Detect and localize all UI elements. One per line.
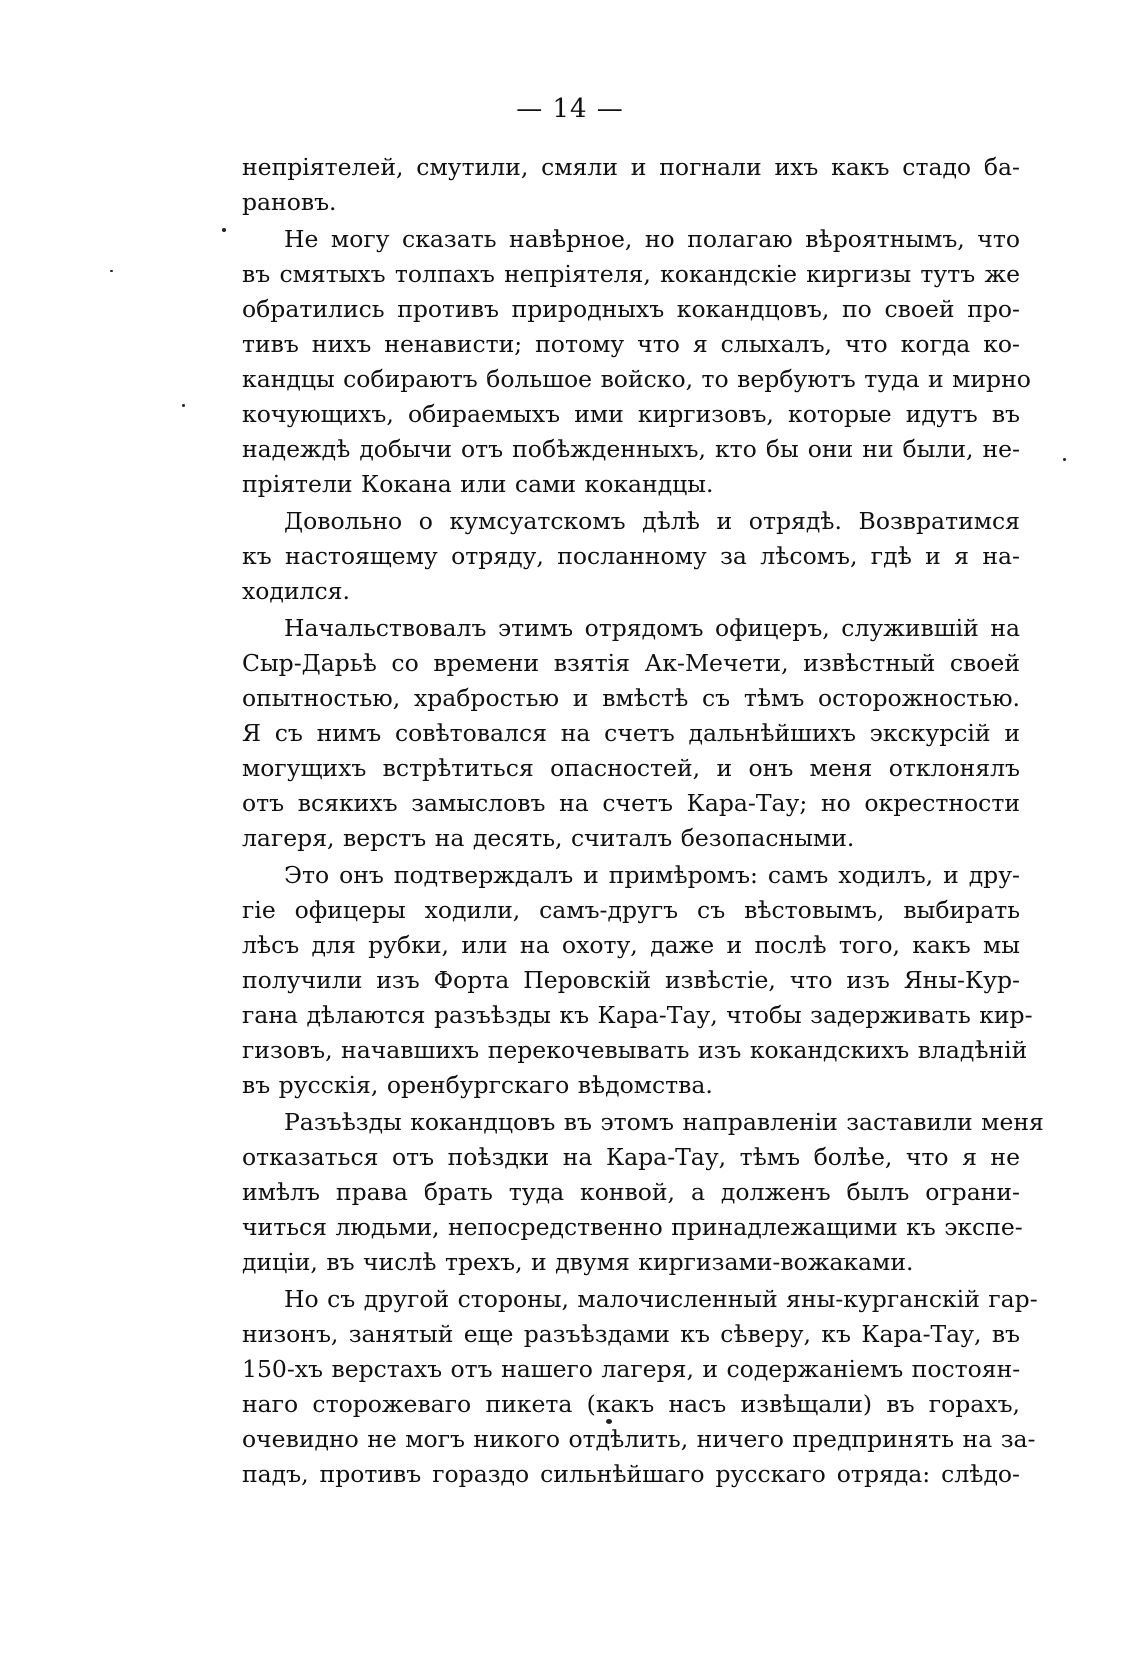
scan-speck: [222, 228, 226, 232]
paragraph: [242, 504, 1020, 609]
text-line: Сыр-Дарьѣ со времени взятія Ак-Мечети, извѣстный своей: [242, 649, 1020, 677]
paragraph: [242, 611, 1020, 856]
text-line: Довольно о кумсуатскомъ дѣлѣ и отрядѣ. Возвратимся: [284, 507, 1020, 535]
text-line: наго сторожеваго пикета (какъ насъ извѣщали) въ горахъ,: [242, 1390, 1020, 1418]
body-text: [242, 150, 1044, 1492]
text-line: пріятели Кокана или сами кокандцы.: [242, 470, 714, 498]
text-line: отказаться отъ поѣздки на Кара-Тау, тѣмъ болѣе, что я не: [242, 1143, 1020, 1171]
text-line: рановъ.: [242, 188, 337, 216]
text-line: Не могу сказать навѣрное, но полагаю вѣроятнымъ, что: [284, 225, 1020, 253]
text-line: гіе офицеры ходили, самъ-другъ съ вѣстовымъ, выбирать: [242, 896, 1020, 924]
text-line: гана дѣлаются разъѣзды къ Кара-Тау, чтобы задерживать кир-: [242, 1001, 1033, 1029]
text-line: Начальствовалъ этимъ отрядомъ офицеръ, служившій на: [284, 614, 1020, 642]
scan-speck: [606, 1419, 612, 1424]
text-line: имѣлъ права брать туда конвой, а долженъ былъ ограни-: [242, 1178, 1020, 1206]
text-line: опытностью, храбростью и вмѣстѣ съ тѣмъ осторожностью.: [242, 684, 1020, 712]
text-line: Но съ другой стороны, малочисленный яны-курганскій гар-: [284, 1285, 1038, 1313]
text-line: лѣсъ для рубки, или на охоту, даже и послѣ того, какъ мы: [242, 931, 1020, 959]
scan-speck: [182, 404, 185, 407]
paragraph: [242, 222, 1031, 502]
text-line: кандцы собираютъ большое войско, то вербуютъ туда и мирно: [242, 365, 1031, 393]
text-line: къ настоящему отряду, посланному за лѣсомъ, гдѣ и я на-: [242, 542, 1020, 570]
text-line: тивъ нихъ ненависти; потому что я слыхалъ, что когда ко-: [242, 330, 1020, 358]
paragraph: [242, 858, 1033, 1103]
scan-speck: [1063, 458, 1066, 461]
text-line: 150-хъ верстахъ отъ нашего лагеря, и содержаніемъ постоян-: [242, 1355, 1021, 1383]
text-line: надеждѣ добычи отъ побѣжденныхъ, кто бы они ни были, не-: [242, 435, 1020, 463]
text-line: Разъѣзды кокандцовъ въ этомъ направленіи заставили меня: [284, 1108, 1044, 1136]
text-line: могущихъ встрѣтиться опасностей, и онъ меня отклонялъ: [242, 754, 1020, 782]
text-line: обратились противъ природныхъ кокандцовъ, по своей про-: [242, 295, 1020, 323]
text-line: диціи, въ числѣ трехъ, и двумя киргизами-вожаками.: [242, 1248, 914, 1276]
text-line: очевидно не могъ никого отдѣлить, ничего предпринять на за-: [242, 1425, 1036, 1453]
text-line: лагеря, верстъ на десять, считалъ безопасными.: [242, 824, 855, 852]
text-line: непріятелей, смутили, смяли и погнали ихъ какъ стадо ба-: [242, 153, 1020, 181]
text-line: кочующихъ, обираемыхъ ими киргизовъ, которые идутъ въ: [242, 400, 1020, 428]
text-line: получили изъ Форта Перовскій извѣстіе, что изъ Яны-Кур-: [242, 966, 1020, 994]
text-line: Я съ нимъ совѣтовался на счетъ дальнѣйшихъ экскурсій и: [242, 719, 1020, 747]
text-line: падъ, противъ гораздо сильнѣйшаго русскаго отряда: слѣдо-: [242, 1460, 1020, 1488]
page-number: — 14 —: [516, 94, 624, 124]
text-line: въ русскія, оренбургскаго вѣдомства.: [242, 1071, 713, 1099]
text-line: ходился.: [242, 577, 350, 605]
paragraph: [242, 1105, 1044, 1280]
text-line: въ смятыхъ толпахъ непріятеля, кокандскіе киргизы тутъ же: [242, 260, 1020, 288]
text-line: Это онъ подтверждалъ и примѣромъ: самъ ходилъ, и дру-: [284, 861, 1020, 889]
text-line: гизовъ, начавшихъ перекочевывать изъ кокандскихъ владѣній: [242, 1036, 1028, 1064]
paragraph: [242, 150, 1020, 220]
text-line: низонъ, занятый еще разъѣздами къ сѣверу, къ Кара-Тау, въ: [242, 1320, 1020, 1348]
text-line: отъ всякихъ замысловъ на счетъ Кара-Тау; но окрестности: [242, 789, 1020, 817]
paragraph: [242, 1282, 1038, 1492]
text-line: читься людьми, непосредственно принадлежащими къ экспе-: [242, 1213, 1023, 1241]
scan-speck: [110, 270, 113, 272]
